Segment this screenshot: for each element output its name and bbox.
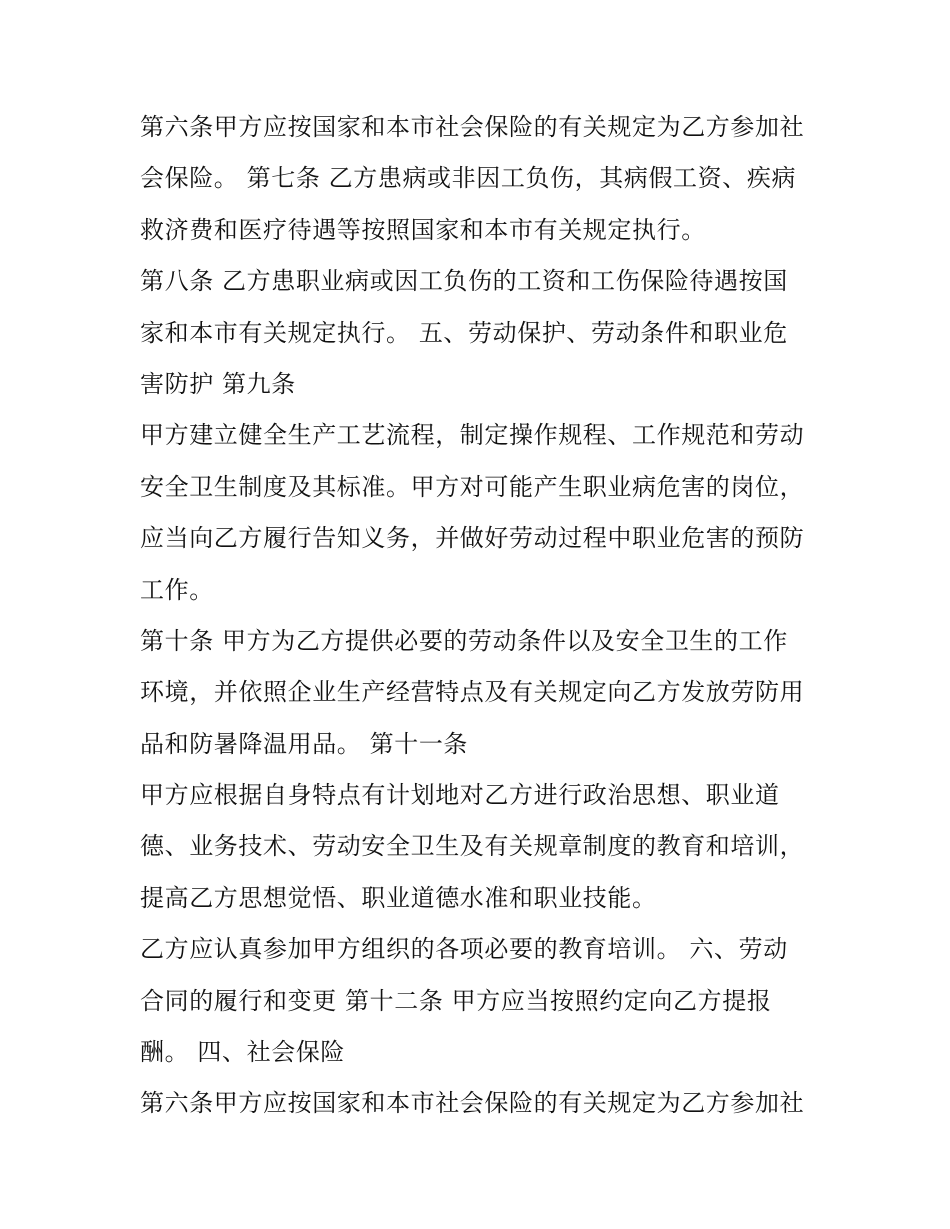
- text-line: 会保险。 第七条 乙方患病或非因工负伤，其病假工资、疾病: [140, 164, 797, 193]
- text-line: 乙方应认真参加甲方组织的各项必要的教育培训。 六、劳动: [140, 935, 788, 964]
- text-line: 第十条 甲方为乙方提供必要的劳动条件以及安全卫生的工作: [140, 626, 788, 655]
- text-line: 工作。: [140, 575, 214, 604]
- text-line: 甲方建立健全生产工艺流程，制定操作规程、工作规范和劳动: [140, 421, 805, 450]
- text-line: 第六条甲方应按国家和本市社会保险的有关规定为乙方参加社: [140, 113, 805, 141]
- document-body: [140, 102, 830, 1130]
- text-line: 甲方应根据自身特点有计划地对乙方进行政治思想、职业道: [140, 781, 780, 810]
- text-line: 酬。 四、社会保险: [140, 1038, 346, 1067]
- text-line: 救济费和医疗待遇等按照国家和本市有关规定执行。: [140, 215, 706, 244]
- text-line: 应当向乙方履行告知义务，并做好劳动过程中职业危害的预防: [140, 524, 805, 553]
- text-line: 第八条 乙方患职业病或因工负伤的工资和工伤保险待遇按国: [140, 267, 788, 296]
- text-line: 第六条甲方应按国家和本市社会保险的有关规定为乙方参加社: [140, 1089, 805, 1118]
- text-line: 环境，并依照企业生产经营特点及有关规定向乙方发放劳防用: [140, 678, 805, 707]
- text-line: 家和本市有关规定执行。 五、劳动保护、劳动条件和职业危: [140, 318, 788, 347]
- text-line: 害防护 第九条: [140, 369, 296, 398]
- text-line: 提高乙方思想觉悟、职业道德水准和职业技能。: [140, 883, 657, 912]
- text-line: 合同的履行和变更 第十二条 甲方应当按照约定向乙方提报: [140, 986, 772, 1015]
- text-line: 德、业务技术、劳动安全卫生及有关规章制度的教育和培训，: [140, 832, 805, 861]
- text-line: 安全卫生制度及其标准。甲方对可能产生职业病危害的岗位，: [140, 472, 805, 501]
- text-line: 品和防暑降温用品。 第十一条: [140, 729, 469, 758]
